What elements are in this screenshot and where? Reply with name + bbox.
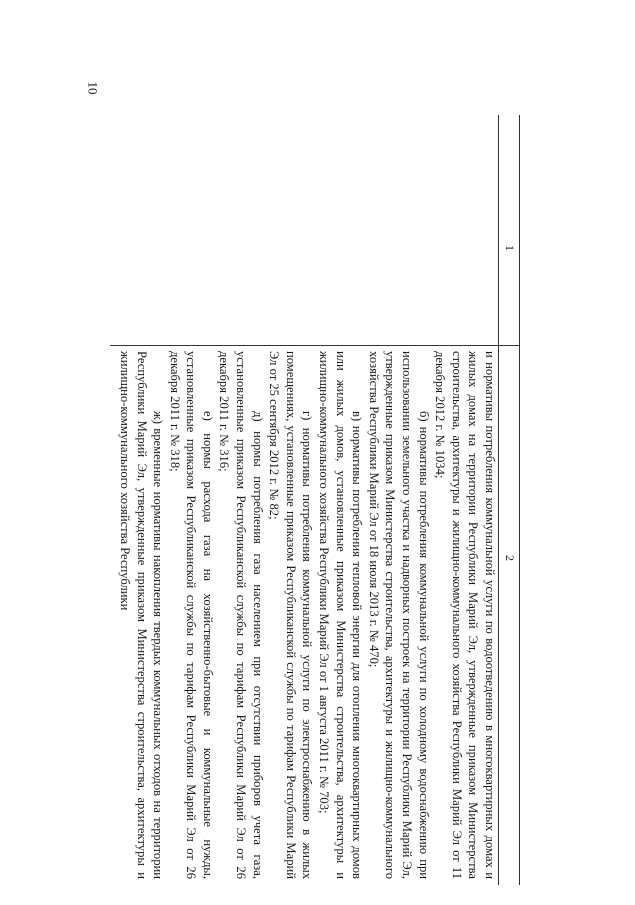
paragraph-a-continued: и нормативы потребления коммунальной услуги по водоотведению в многоквартирных домах и жилых домах на территории Республики Марий Эл, утвержденные приказом Министерства строительства, архитектуры и жилищно-коммунального хозяйства Республики Марий Эл от 11 декабря 2012 г. № 1034; xyxy=(433,351,497,879)
paragraph-b: б) нормативы потребления коммунальной услуги по холодному водоснабжению при использовании земельного участка и надворных построек на территории Республики Марий Эл, утвержденные приказом Министерства строительства, архитектуры и жилищно-коммунального хозяйства Республики Марий Эл от 18 июля 2013 г. № 470; xyxy=(366,351,431,879)
rotated-table xyxy=(110,115,520,885)
column-header-2: 2 xyxy=(503,555,517,561)
column-header-1: 1 xyxy=(503,245,517,251)
paragraph-e: е) нормы расхода газа на хозяйственно-бытовые и коммунальные нужды, установленные приказом Республиканской службы по тарифам Республики Марий Эл от 26 декабря 2011 г. № 318; xyxy=(167,351,215,879)
table-cell-content xyxy=(116,351,498,879)
column-divider xyxy=(110,345,520,346)
paragraph-v: в) нормативы потребления тепловой энергии для отопления многоквартирных домов или жилых домов, установленные приказом Министерства строительства, архитектуры и жилищно-коммунального хозяйства Республики Марий Эл от 1 августа 2011 г. № 703; xyxy=(317,351,365,879)
paragraph-zh: ж) временные нормативы накопления твердых коммунальных отходов на территории Республики Марий Эл, утвержденные приказом Министерства строительства, архитектуры и жилищно-коммунального хозяйства Республики xyxy=(117,351,166,879)
paragraph-g: г) нормативы потребления коммунальной услуги по электроснабжению в жилых помещениях, установленные приказом Республиканской службы по тарифам Республики Марий Эл от 25 сентября 2012 г. № 82; xyxy=(267,351,315,879)
page-number: 10 xyxy=(85,81,101,95)
table-header-row xyxy=(498,115,520,885)
paragraph-d: д) нормы потребления газа населением при отсутствии приборов учета газа, установленные приказом Республиканской службы по тарифам Республики Марий Эл от 26 декабря 2011 г. № 316; xyxy=(217,351,265,879)
